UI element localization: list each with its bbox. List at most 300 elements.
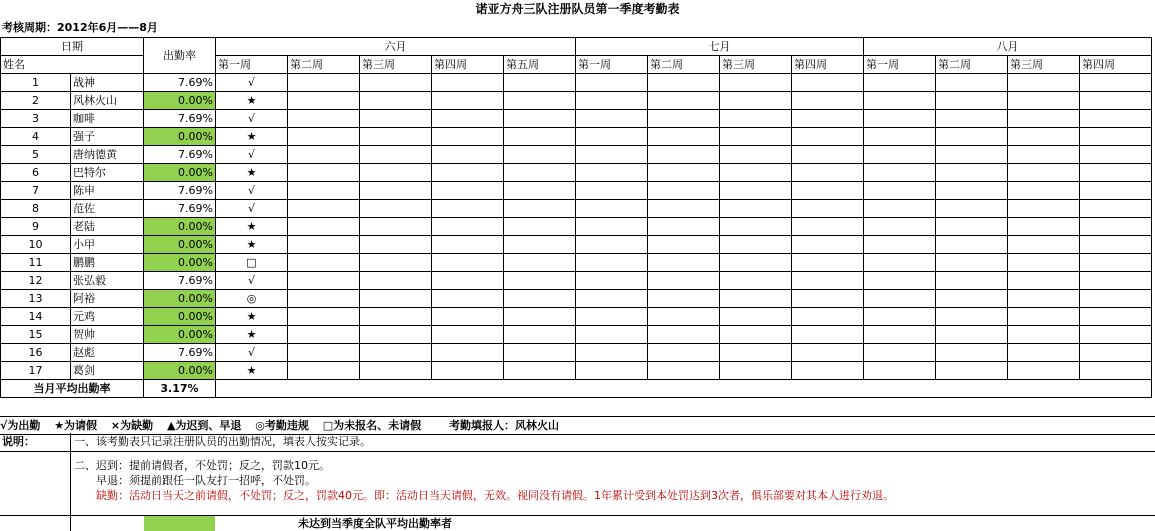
empty-week-cell (648, 110, 720, 128)
footer-green-swatch (144, 516, 215, 531)
member-no: 16 (1, 344, 71, 362)
legend-leave: ★为请假 (54, 419, 98, 432)
empty-week-cell (504, 146, 576, 164)
empty-week-cell (792, 254, 864, 272)
member-name: 老陆 (71, 218, 144, 236)
summary-blank (216, 380, 1152, 398)
member-week-mark: ★ (216, 92, 288, 110)
notes-label: 说明： (2, 435, 35, 448)
week-header: 第一周 (576, 56, 648, 74)
empty-week-cell (360, 146, 432, 164)
empty-week-cell (432, 272, 504, 290)
empty-week-cell (864, 308, 936, 326)
empty-week-cell (936, 218, 1008, 236)
empty-week-cell (864, 128, 936, 146)
empty-week-cell (360, 362, 432, 380)
empty-week-cell (504, 164, 576, 182)
table-row (1, 182, 1152, 200)
note-item-2 (74, 458, 894, 503)
empty-week-cell (648, 290, 720, 308)
member-no: 7 (1, 182, 71, 200)
legend-reporter: 考勤填报人：风林火山 (448, 419, 559, 432)
empty-week-cell (432, 290, 504, 308)
member-no: 5 (1, 146, 71, 164)
empty-week-cell (432, 326, 504, 344)
empty-week-cell (720, 362, 792, 380)
member-no: 8 (1, 200, 71, 218)
sheet-title: 诺亚方舟三队注册队员第一季度考勤表 (475, 2, 680, 16)
legend-unregistered: □为未报名、未请假 (322, 419, 422, 432)
assessment-period: 考核周期：2012年6月——8月 (2, 21, 158, 34)
empty-week-cell (792, 110, 864, 128)
empty-week-cell (288, 110, 360, 128)
table-row (1, 362, 1152, 380)
member-week-mark: ◎ (216, 290, 288, 308)
empty-week-cell (792, 146, 864, 164)
empty-week-cell (504, 254, 576, 272)
note-late: 二、迟到：提前请假者，不处罚；反之，罚款10元。 (74, 459, 330, 472)
empty-week-cell (432, 164, 504, 182)
empty-week-cell (648, 236, 720, 254)
empty-week-cell (576, 308, 648, 326)
member-week-mark: ★ (216, 218, 288, 236)
member-no: 13 (1, 290, 71, 308)
member-name: 张弘毅 (71, 272, 144, 290)
week-header: 第三周 (1008, 56, 1080, 74)
summary-label: 当月平均出勤率 (1, 380, 144, 398)
empty-week-cell (576, 146, 648, 164)
empty-week-cell (1008, 326, 1080, 344)
empty-week-cell (360, 200, 432, 218)
member-rate: 7.69% (144, 344, 216, 362)
member-no: 1 (1, 74, 71, 92)
empty-week-cell (792, 308, 864, 326)
empty-week-cell (792, 344, 864, 362)
table-row (1, 110, 1152, 128)
table-row (1, 308, 1152, 326)
member-rate: 0.00% (144, 308, 216, 326)
empty-week-cell (1008, 74, 1080, 92)
empty-week-cell (792, 164, 864, 182)
note-row-2 (0, 452, 1155, 515)
member-name: 小甲 (71, 236, 144, 254)
member-name: 咖啡 (71, 110, 144, 128)
empty-week-cell (504, 272, 576, 290)
empty-week-cell (1080, 200, 1152, 218)
member-rate: 7.69% (144, 182, 216, 200)
member-rate: 0.00% (144, 290, 216, 308)
note-item-1: 一、该考勤表只记录注册队员的出勤情况，填表人按实记录。 (74, 435, 371, 448)
empty-week-cell (720, 236, 792, 254)
empty-week-cell (936, 272, 1008, 290)
empty-week-cell (360, 92, 432, 110)
empty-week-cell (648, 362, 720, 380)
member-week-mark: ★ (216, 326, 288, 344)
empty-week-cell (288, 218, 360, 236)
empty-week-cell (576, 110, 648, 128)
empty-week-cell (720, 254, 792, 272)
empty-week-cell (936, 200, 1008, 218)
date-header-cell (1, 38, 144, 56)
week-header: 第四周 (792, 56, 864, 74)
empty-week-cell (864, 362, 936, 380)
empty-week-cell (936, 92, 1008, 110)
empty-week-cell (432, 344, 504, 362)
empty-week-cell (648, 200, 720, 218)
empty-week-cell (576, 326, 648, 344)
footer-text: 未达到当季度全队平均出勤率者 (298, 517, 452, 530)
member-week-mark: √ (216, 344, 288, 362)
empty-week-cell (720, 200, 792, 218)
empty-week-cell (936, 110, 1008, 128)
member-rate: 7.69% (144, 110, 216, 128)
empty-week-cell (720, 308, 792, 326)
empty-week-cell (1008, 254, 1080, 272)
member-week-mark: ★ (216, 362, 288, 380)
member-name: 陈申 (71, 182, 144, 200)
empty-week-cell (720, 290, 792, 308)
empty-week-cell (864, 290, 936, 308)
empty-week-cell (936, 74, 1008, 92)
member-rate: 0.00% (144, 128, 216, 146)
legend-violation: ◎考勤违规 (255, 419, 309, 432)
empty-week-cell (288, 344, 360, 362)
member-no: 12 (1, 272, 71, 290)
week-header: 第五周 (504, 56, 576, 74)
month-july: 七月 (576, 38, 864, 56)
empty-week-cell (432, 218, 504, 236)
empty-week-cell (576, 362, 648, 380)
empty-week-cell (792, 236, 864, 254)
member-week-mark: √ (216, 110, 288, 128)
member-name: 鹏鹏 (71, 254, 144, 272)
empty-week-cell (504, 200, 576, 218)
empty-week-cell (288, 128, 360, 146)
empty-week-cell (864, 110, 936, 128)
date-label: 日期 (61, 40, 83, 53)
empty-week-cell (288, 272, 360, 290)
member-name: 葛剑 (71, 362, 144, 380)
week-header: 第二周 (936, 56, 1008, 74)
member-week-mark: ★ (216, 128, 288, 146)
empty-week-cell (288, 200, 360, 218)
table-row (1, 218, 1152, 236)
empty-week-cell (1080, 164, 1152, 182)
empty-week-cell (936, 236, 1008, 254)
empty-week-cell (504, 182, 576, 200)
empty-week-cell (432, 92, 504, 110)
member-rate: 0.00% (144, 254, 216, 272)
empty-week-cell (1080, 290, 1152, 308)
month-august: 八月 (864, 38, 1152, 56)
table-row (1, 128, 1152, 146)
empty-week-cell (720, 182, 792, 200)
empty-week-cell (1080, 128, 1152, 146)
empty-week-cell (576, 92, 648, 110)
empty-week-cell (648, 218, 720, 236)
empty-week-cell (720, 218, 792, 236)
table-row (1, 200, 1152, 218)
empty-week-cell (720, 326, 792, 344)
empty-week-cell (504, 236, 576, 254)
empty-week-cell (1008, 200, 1080, 218)
week-header: 第一周 (864, 56, 936, 74)
week-header: 第三周 (720, 56, 792, 74)
empty-week-cell (864, 164, 936, 182)
empty-week-cell (720, 128, 792, 146)
empty-week-cell (432, 308, 504, 326)
member-week-mark: √ (216, 200, 288, 218)
empty-week-cell (504, 308, 576, 326)
week-header: 第二周 (648, 56, 720, 74)
empty-week-cell (720, 92, 792, 110)
legend-absent: ×为缺勤 (110, 419, 154, 432)
empty-week-cell (432, 128, 504, 146)
empty-week-cell (288, 164, 360, 182)
empty-week-cell (288, 362, 360, 380)
note-early: 早退：须提前跟任一队友打一招呼，不处罚。 (96, 474, 316, 487)
empty-week-cell (504, 326, 576, 344)
empty-week-cell (864, 218, 936, 236)
table-row (1, 326, 1152, 344)
empty-week-cell (1008, 146, 1080, 164)
empty-week-cell (936, 254, 1008, 272)
empty-week-cell (288, 74, 360, 92)
member-week-mark: ★ (216, 236, 288, 254)
empty-week-cell (1080, 308, 1152, 326)
week-header: 第四周 (1080, 56, 1152, 74)
empty-week-cell (720, 110, 792, 128)
empty-week-cell (792, 272, 864, 290)
member-no: 15 (1, 326, 71, 344)
member-week-mark: √ (216, 146, 288, 164)
member-rate: 7.69% (144, 200, 216, 218)
empty-week-cell (576, 254, 648, 272)
empty-week-cell (288, 326, 360, 344)
notes-divider (70, 433, 71, 531)
empty-week-cell (288, 254, 360, 272)
empty-week-cell (648, 326, 720, 344)
empty-week-cell (1080, 218, 1152, 236)
empty-week-cell (864, 200, 936, 218)
member-week-mark: √ (216, 182, 288, 200)
empty-week-cell (792, 290, 864, 308)
empty-week-cell (1008, 290, 1080, 308)
empty-week-cell (792, 128, 864, 146)
empty-week-cell (936, 182, 1008, 200)
empty-week-cell (648, 74, 720, 92)
empty-week-cell (288, 236, 360, 254)
empty-week-cell (648, 164, 720, 182)
empty-week-cell (432, 74, 504, 92)
empty-week-cell (360, 308, 432, 326)
member-week-mark: ★ (216, 308, 288, 326)
member-week-mark: □ (216, 254, 288, 272)
table-row (1, 290, 1152, 308)
empty-week-cell (360, 326, 432, 344)
week-header: 第四周 (432, 56, 504, 74)
member-name: 战神 (71, 74, 144, 92)
week-header: 第二周 (288, 56, 360, 74)
empty-week-cell (504, 290, 576, 308)
empty-week-cell (432, 200, 504, 218)
empty-week-cell (1080, 182, 1152, 200)
empty-week-cell (288, 92, 360, 110)
empty-week-cell (792, 326, 864, 344)
member-name: 唐纳德黄 (71, 146, 144, 164)
empty-week-cell (360, 182, 432, 200)
member-no: 9 (1, 218, 71, 236)
member-name: 赵彪 (71, 344, 144, 362)
member-name: 范佐 (71, 200, 144, 218)
member-rate: 0.00% (144, 326, 216, 344)
member-rate: 0.00% (144, 362, 216, 380)
member-rate: 0.00% (144, 92, 216, 110)
empty-week-cell (1008, 218, 1080, 236)
empty-week-cell (576, 272, 648, 290)
member-name: 强子 (71, 128, 144, 146)
empty-week-cell (1080, 236, 1152, 254)
empty-week-cell (504, 218, 576, 236)
empty-week-cell (360, 164, 432, 182)
member-no: 2 (1, 92, 71, 110)
empty-week-cell (936, 326, 1008, 344)
empty-week-cell (504, 362, 576, 380)
table-row (1, 272, 1152, 290)
empty-week-cell (936, 146, 1008, 164)
empty-week-cell (1008, 344, 1080, 362)
member-name: 元鸡 (71, 308, 144, 326)
month-june: 六月 (216, 38, 576, 56)
empty-week-cell (1080, 92, 1152, 110)
empty-week-cell (1008, 128, 1080, 146)
empty-week-cell (648, 254, 720, 272)
empty-week-cell (1008, 362, 1080, 380)
empty-week-cell (576, 182, 648, 200)
empty-week-cell (720, 74, 792, 92)
member-no: 10 (1, 236, 71, 254)
empty-week-cell (792, 218, 864, 236)
member-name: 贺帅 (71, 326, 144, 344)
member-no: 3 (1, 110, 71, 128)
empty-week-cell (360, 74, 432, 92)
empty-week-cell (504, 344, 576, 362)
summary-value: 3.17% (144, 380, 216, 398)
member-week-mark: √ (216, 272, 288, 290)
member-week-mark: ★ (216, 164, 288, 182)
empty-week-cell (576, 290, 648, 308)
member-rate: 7.69% (144, 272, 216, 290)
empty-week-cell (360, 290, 432, 308)
empty-week-cell (648, 128, 720, 146)
member-rate: 7.69% (144, 74, 216, 92)
empty-week-cell (432, 254, 504, 272)
empty-week-cell (1080, 362, 1152, 380)
week-header: 第一周 (216, 56, 288, 74)
empty-week-cell (360, 236, 432, 254)
empty-week-cell (792, 200, 864, 218)
empty-week-cell (792, 74, 864, 92)
empty-week-cell (936, 308, 1008, 326)
empty-week-cell (864, 236, 936, 254)
empty-week-cell (864, 326, 936, 344)
empty-week-cell (864, 146, 936, 164)
empty-week-cell (1008, 236, 1080, 254)
empty-week-cell (1080, 110, 1152, 128)
empty-week-cell (864, 74, 936, 92)
empty-week-cell (936, 362, 1008, 380)
empty-week-cell (648, 146, 720, 164)
empty-week-cell (432, 110, 504, 128)
empty-week-cell (720, 272, 792, 290)
empty-week-cell (576, 218, 648, 236)
empty-week-cell (936, 128, 1008, 146)
empty-week-cell (1008, 272, 1080, 290)
empty-week-cell (1008, 182, 1080, 200)
empty-week-cell (288, 290, 360, 308)
table-row (1, 344, 1152, 362)
member-name: 风林火山 (71, 92, 144, 110)
empty-week-cell (648, 272, 720, 290)
empty-week-cell (1080, 254, 1152, 272)
empty-week-cell (432, 236, 504, 254)
note-row-1 (0, 433, 1155, 452)
empty-week-cell (792, 182, 864, 200)
member-week-mark: √ (216, 74, 288, 92)
empty-week-cell (864, 272, 936, 290)
empty-week-cell (432, 182, 504, 200)
empty-week-cell (1008, 164, 1080, 182)
empty-week-cell (576, 164, 648, 182)
member-name: 阿裕 (71, 290, 144, 308)
legend-late: ▲为迟到、早退 (166, 419, 242, 432)
attendance-table (0, 37, 1152, 398)
empty-week-cell (504, 92, 576, 110)
empty-week-cell (360, 110, 432, 128)
empty-week-cell (576, 200, 648, 218)
empty-week-cell (1008, 110, 1080, 128)
empty-week-cell (1008, 308, 1080, 326)
empty-week-cell (1080, 272, 1152, 290)
member-rate: 0.00% (144, 164, 216, 182)
legend-present: √为出勤 (0, 419, 41, 432)
table-row (1, 254, 1152, 272)
empty-week-cell (432, 362, 504, 380)
member-rate: 0.00% (144, 218, 216, 236)
empty-week-cell (288, 182, 360, 200)
empty-week-cell (576, 236, 648, 254)
empty-week-cell (504, 74, 576, 92)
empty-week-cell (576, 128, 648, 146)
empty-week-cell (720, 146, 792, 164)
week-header: 第三周 (360, 56, 432, 74)
table-row (1, 164, 1152, 182)
member-no: 4 (1, 128, 71, 146)
empty-week-cell (288, 308, 360, 326)
empty-week-cell (648, 308, 720, 326)
member-rows (1, 74, 1152, 380)
rate-header: 出勤率 (144, 38, 216, 74)
empty-week-cell (1080, 146, 1152, 164)
table-row (1, 236, 1152, 254)
empty-week-cell (504, 110, 576, 128)
empty-week-cell (360, 254, 432, 272)
empty-week-cell (1008, 92, 1080, 110)
empty-week-cell (864, 254, 936, 272)
table-row (1, 92, 1152, 110)
empty-week-cell (936, 290, 1008, 308)
empty-week-cell (360, 128, 432, 146)
